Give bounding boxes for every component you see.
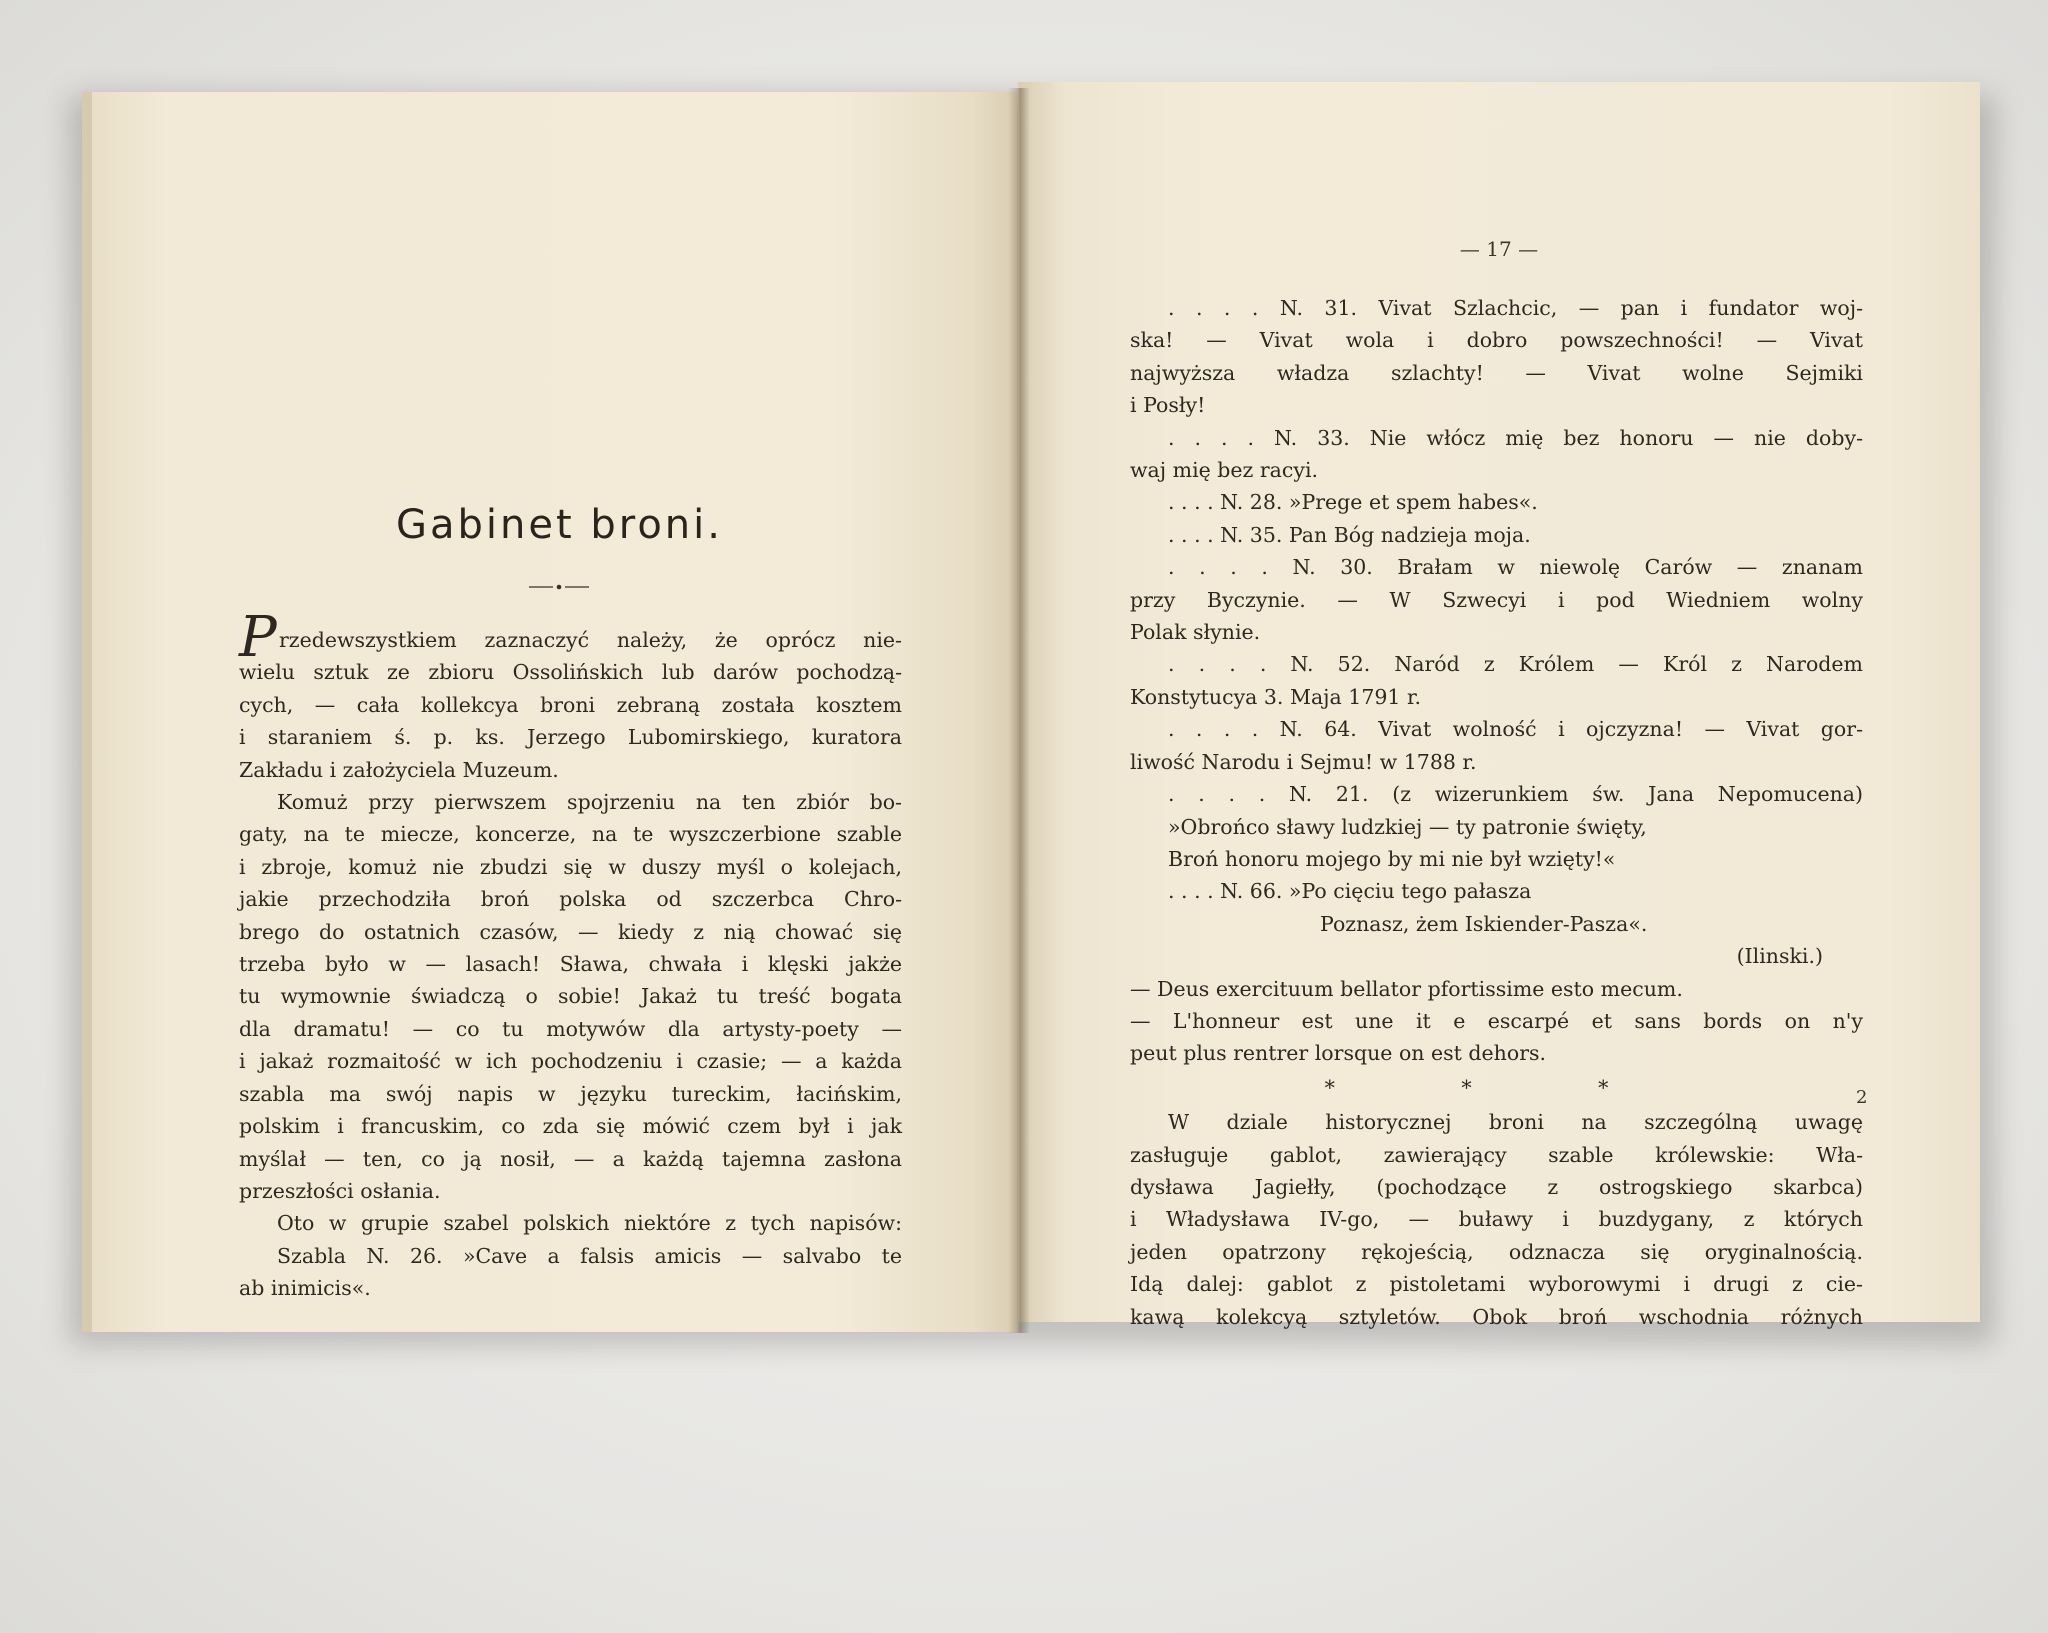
section-separator: * * * xyxy=(1324,1075,1669,1100)
text-line: najwyższa władza szlachty! — Vivat wolne Sejmiki xyxy=(1130,360,1863,385)
text-line: . . . . N. 52. Naród z Królem — Król z Narodem xyxy=(1168,652,1863,677)
text-line: i zbroje, komuż nie zbudzi się w duszy myśl o kolejach, xyxy=(239,854,902,879)
text-line: . . . . N. 35. Pan Bóg nadzieja moja. xyxy=(1168,522,1531,547)
text-line: szabla ma swój napis w języku tureckim, łacińskim, xyxy=(239,1081,902,1106)
left-page xyxy=(82,92,1017,1332)
text-line: Poznasz, żem Iskiender-Pasza«. xyxy=(1320,911,1648,936)
text-line: P rzedewszystkiem zaznaczyć należy, że oprócz nie- xyxy=(239,605,902,670)
text-line: peut plus rentrer lorsque on est dehors. xyxy=(1130,1041,1547,1066)
page-number: — 17 — xyxy=(1459,237,1539,261)
text-line: — L'honneur est une it e escarpé et sans bords on n'y xyxy=(1130,1008,1863,1033)
text-line: — Deus exercituum bellator pfortissime esto mecum. xyxy=(1130,976,1683,1001)
text-line: . . . . N. 33. Nie włócz mię bez honoru — nie doby- xyxy=(1168,425,1863,450)
text-line: Zakładu i założyciela Muzeum. xyxy=(239,757,559,782)
text-line: i staraniem ś. p. ks. Jerzego Lubomirskiego, kuratora xyxy=(239,725,902,750)
text-line: przeszłości osłania. xyxy=(239,1178,441,1203)
text-line: . . . . N. 28. »Prege et spem habes«. xyxy=(1168,490,1538,515)
text-line: gaty, na te miecze, koncerze, na te wyszczerbione szable xyxy=(239,822,902,847)
text-line: zasługuje gablot, zawierający szable królewskie: Wła- xyxy=(1130,1142,1863,1167)
right-body-text xyxy=(1130,292,1863,1333)
text-line: Oto w grupie szabel polskich niektóre z tych napisów: xyxy=(277,1211,902,1236)
text-line: Szabla N. 26. »Cave a falsis amicis — salvabo te xyxy=(277,1243,902,1268)
text-line: . . . . N. 64. Vivat wolność i ojczyzna! — Vivat gor- xyxy=(1168,717,1863,742)
text-line: . . . . N. 66. »Po cięciu tego pałasza xyxy=(1168,879,1532,904)
text-line: cych, — cała kollekcya broni zebraną została kosztem xyxy=(239,692,902,717)
text-line: tu wymownie świadczą o sobie! Jakaż tu treść bogata xyxy=(239,984,902,1009)
left-body-text xyxy=(239,605,902,1305)
title-ornament xyxy=(529,582,589,592)
text-line: i jakaż rozmaitość w ich pochodzeniu i czasie; — a każda xyxy=(239,1049,902,1074)
text-line: wielu sztuk ze zbioru Ossolińskich lub darów pochodzą- xyxy=(239,660,902,685)
text-line: i Posły! xyxy=(1130,393,1206,418)
text-line: brego do ostatnich czasów, — kiedy z nią chować się xyxy=(239,919,902,944)
text-line: ska! — Vivat wola i dobro powszechności! — Vivat xyxy=(1130,328,1863,353)
text-line: polskim i francuskim, co zda się mówić czem był i jak xyxy=(239,1114,902,1139)
text-line: kawą kolekcyą sztyletów. Obok broń wschodnia różnych xyxy=(1130,1304,1863,1329)
text-line: W dziale historycznej broni na szczególną uwagę xyxy=(1168,1110,1863,1135)
text-line: myślał — ten, co ją nosił, — a każdą tajemna zasłona xyxy=(239,1146,902,1171)
text-line: . . . . N. 31. Vivat Szlachcic, — pan i fundator woj- xyxy=(1168,296,1863,320)
text-line: ab inimicis«. xyxy=(239,1276,371,1301)
text-line: trzeba było w — lasach! Sława, chwała i klęski jakże xyxy=(239,952,902,977)
text-line: przy Byczynie. — W Szwecyi i pod Wiedniem wolny xyxy=(1130,587,1863,612)
text-line: . . . . N. 30. Brałam w niewolę Carów — znanam xyxy=(1168,555,1863,580)
book-gutter xyxy=(1008,88,1030,1333)
signature-mark: 2 xyxy=(1856,1087,1868,1108)
text-line: Polak słynie. xyxy=(1130,620,1261,645)
text-line: waj mię bez racyi. xyxy=(1130,458,1319,483)
text-line: jeden opatrzony rękojeścią, odznacza się oryginalnością. xyxy=(1130,1239,1863,1264)
text-line: . . . . N. 21. (z wizerunkiem św. Jana Nepomucena) xyxy=(1168,782,1863,807)
text-line: Broń honoru mojego by mi nie był wzięty!« xyxy=(1168,846,1616,871)
chapter-title: Gabinet broni. xyxy=(396,502,723,548)
text-line: dysława Jagiełły, (pochodzące z ostrogskiego skarbca) xyxy=(1130,1174,1863,1199)
text-line: »Obrońco sławy ludzkiej — ty patronie święty, xyxy=(1168,814,1647,839)
text-line: Konstytucya 3. Maja 1791 r. xyxy=(1130,684,1422,709)
text-line: jakie przechodziła broń polska od szczerbca Chro- xyxy=(239,887,902,912)
text-line: i Władysława IV-go, — buławy i buzdygany, z których xyxy=(1130,1207,1863,1232)
text-line: Idą dalej: gablot z pistoletami wyborowymi i drugi z cie- xyxy=(1130,1272,1863,1297)
text-line: liwość Narodu i Sejmu! w 1788 r. xyxy=(1130,749,1477,774)
text-line: dla dramatu! — co tu motywów dla artysty-poety — xyxy=(239,1016,902,1041)
text-line: Komuż przy pierwszem spojrzeniu na ten zbiór bo- xyxy=(277,790,902,815)
text-line: (Ilinski.) xyxy=(1736,944,1823,969)
right-page xyxy=(1018,82,1980,1329)
drop-cap: P xyxy=(239,605,277,670)
